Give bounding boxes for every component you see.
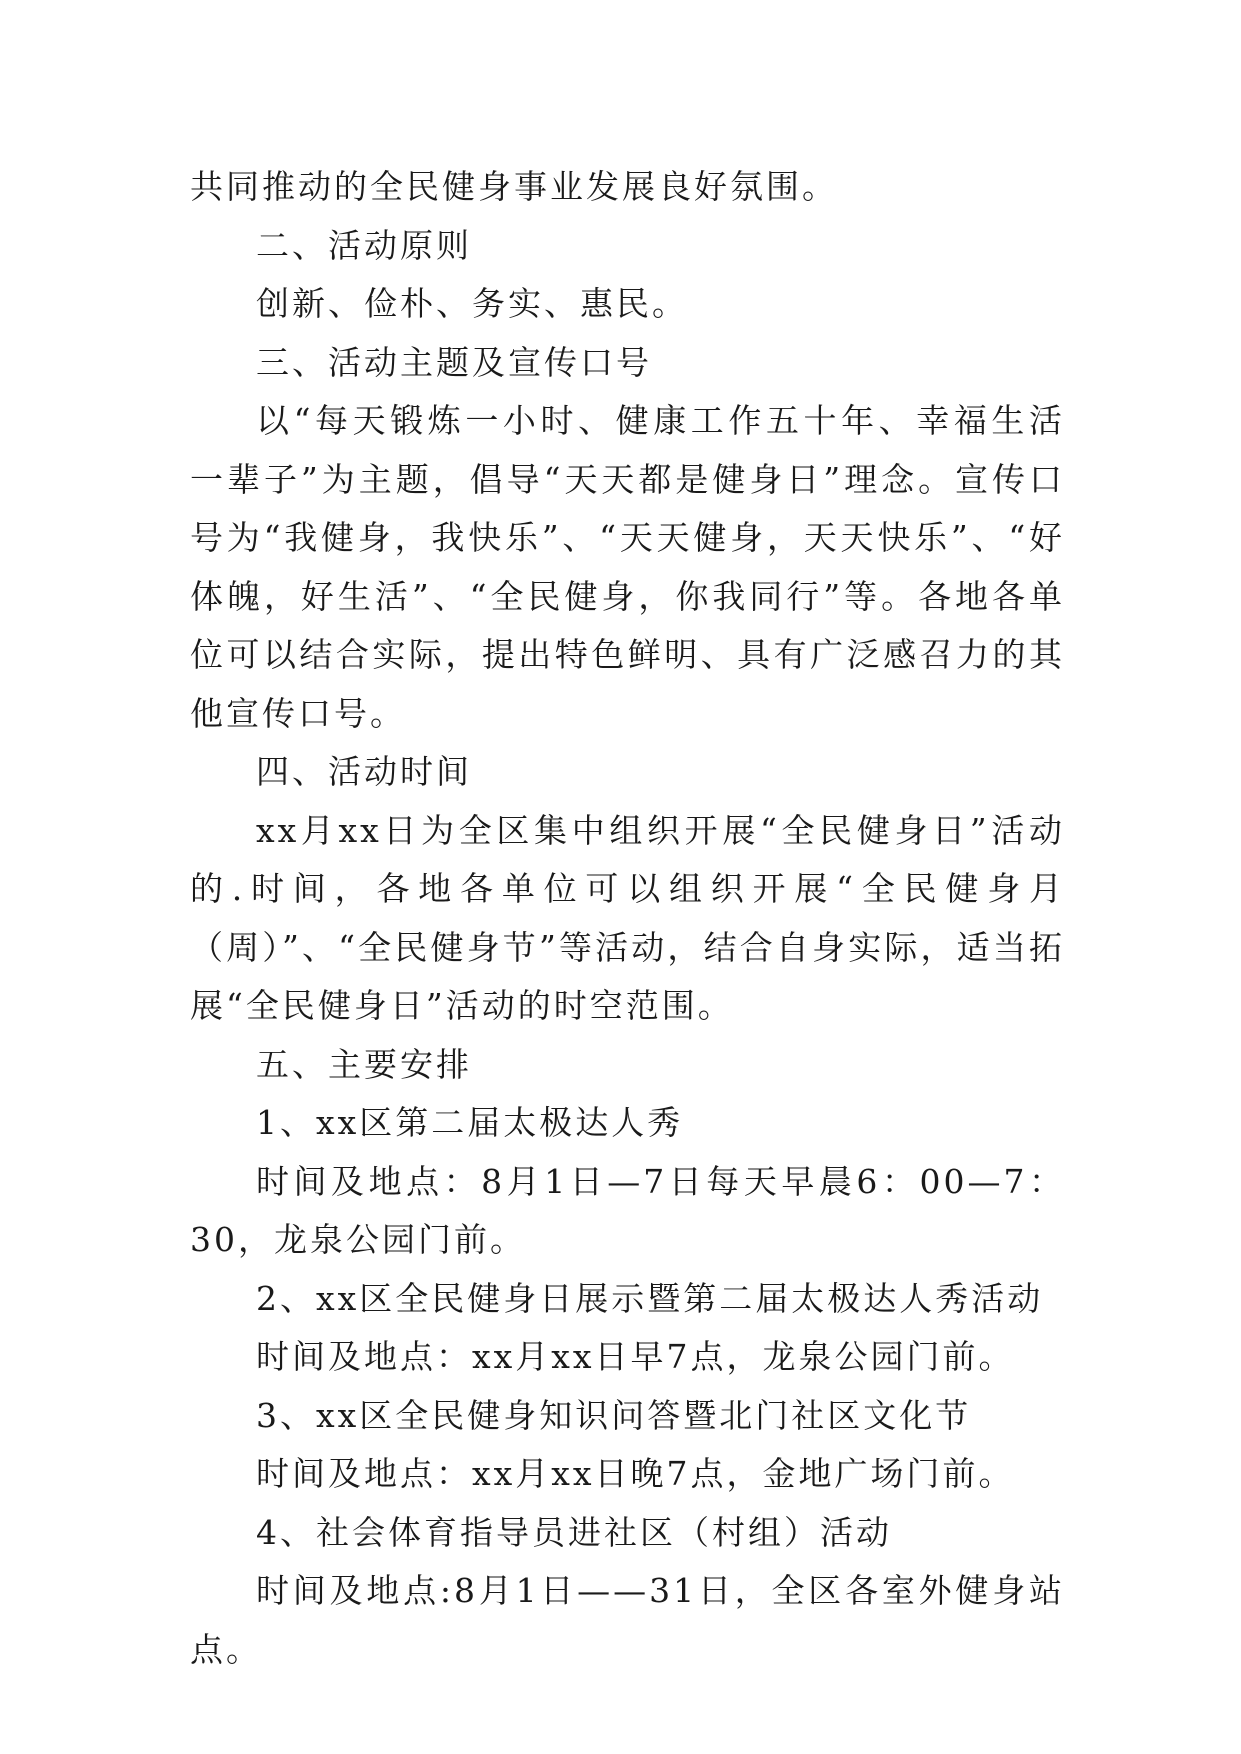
heading-main-arrangements: 五、主要安排 xyxy=(256,1044,472,1084)
arrangement-item-4: 4、社会体育指导员进社区（村组）活动 xyxy=(256,1512,892,1552)
paragraph-activity-time: xx月xx日为全区集中组织开展“全民健身日”活动的.时间，各地各单位可以组织开展“全民健身月（周）”、“全民健身节”等活动，结合自身实际，适当拓展“全民健身日”活动的时空范围。 xyxy=(190,810,1065,1025)
arrangement-item-3-time-place: 时间及地点：xx月xx日晚7点，金地广场门前。 xyxy=(256,1454,1015,1493)
heading-principles: 二、活动原则 xyxy=(256,225,472,265)
paragraph-theme-slogans: 以“每天锻炼一小时、健康工作五十年、幸福生活一辈子”为主题，倡导“天天都是健身日”理念。宣传口号为“我健身，我快乐”、“天天健身，天天快乐”、“好体魄，好生活”、“全民健身，你我同行”等。各地各单位可以结合实际，提出特色鲜明、具有广泛感召力的其他宣传口号。 xyxy=(190,401,1065,733)
heading-activity-time: 四、活动时间 xyxy=(256,752,472,791)
arrangement-item-1-time-place: 时间及地点：8月1日—7日每天早晨6：00—7：30，龙泉公园门前。 xyxy=(190,1161,1065,1259)
paragraph-atmosphere: 共同推动的全民健身事业发展良好氛围。 xyxy=(190,167,838,206)
arrangement-item-3: 3、xx区全民健身知识问答暨北门社区文化节 xyxy=(256,1395,972,1435)
arrangement-item-2-time-place: 时间及地点：xx月xx日早7点，龙泉公园门前。 xyxy=(256,1337,1015,1376)
heading-theme-slogans: 三、活动主题及宣传口号 xyxy=(256,342,652,382)
paragraph-principles: 创新、俭朴、务实、惠民。 xyxy=(256,284,688,323)
arrangement-item-1: 1、xx区第二届太极达人秀 xyxy=(256,1103,684,1142)
arrangement-item-4-time-place: 时间及地点:8月1日——31日，全区各室外健身站点。 xyxy=(190,1571,1065,1669)
arrangement-item-2: 2、xx区全民健身日展示暨第二届太极达人秀活动 xyxy=(256,1278,1044,1318)
document-body xyxy=(190,158,1065,1679)
